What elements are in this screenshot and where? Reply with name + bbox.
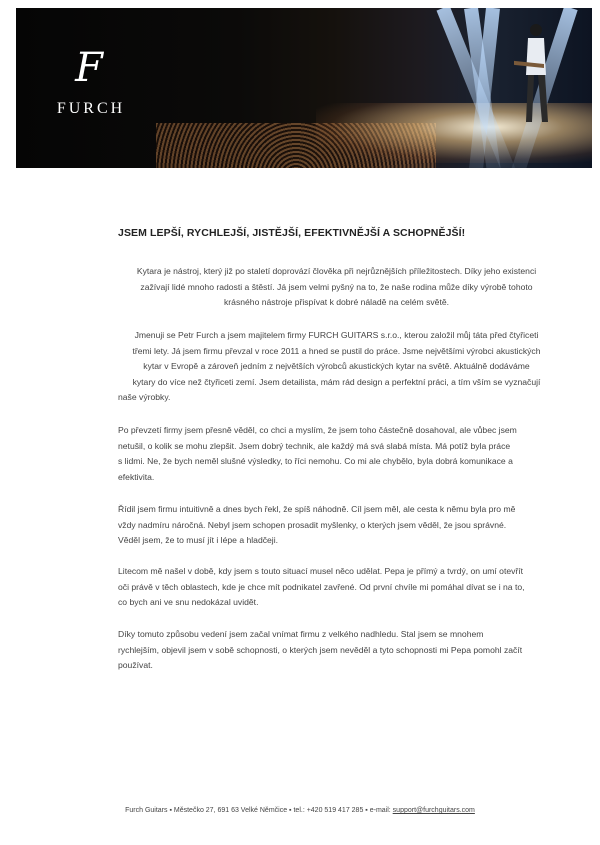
text-line: s lidmi. Ne, že bych neměl slušné výsledky, to říci nemohu. Co mi ale chybělo, byla dobrá komunikace a (118, 456, 513, 466)
text-line: Po převzetí firmy jsem přesně věděl, co chci a myslím, že jsem toho částečně dosahoval, ale vůbec jsem (118, 425, 517, 435)
paragraph-litecom (118, 564, 555, 611)
furch-logo-text: FURCH (56, 100, 126, 117)
text-line: co bych ani ve snu nedokázal uvidět. (118, 597, 259, 607)
text-line: používat. (118, 660, 153, 670)
text-line: třemi lety. Já jsem firmu převzal v roce 2011 a hned se pustil do práce. Jsme největšími výrobci akustických (132, 345, 541, 356)
text-line: krásného nástroje přispívat k dobré náladě na celém světě. (224, 297, 449, 307)
paragraph-about (118, 328, 555, 406)
support-email-link[interactable]: support@furchguitars.com (392, 807, 475, 814)
guitarist-silhouette (514, 20, 554, 125)
footer-address: Furch Guitars ▪ Městečko 27, 691 63 Velké Němčice ▪ tel.: +420 519 417 285 ▪ e-mail: (125, 807, 393, 814)
text-line: Věděl jsem, že to musí jít i lépe a hladčeji. (118, 535, 279, 545)
text-line: Kytara je nástroj, který již po staletí doprovází člověka při nejrůznějších příležitostech. Díky jeho existenci (136, 266, 537, 276)
paragraph-takeover (118, 423, 555, 485)
page-title: JSEM LEPŠÍ, RYCHLEJŠÍ, JISTĚJŠÍ, EFEKTIVNĚJŠÍ A SCHOPNĚJŠÍ! (118, 227, 466, 239)
text-line: Řídil jsem firmu intuitivně a dnes bych řekl, že spíš náhodně. Cíl jsem měl, ale cesta k němu byla pro mě (118, 504, 516, 514)
text-line: Díky tomuto způsobu vedení jsem začal vnímat firmu z velkého nadhledu. Stal jsem se mnohem (118, 629, 484, 639)
text-line: naše výrobky. (118, 392, 171, 402)
text-line: efektivita. (118, 471, 155, 482)
text-line: Litecom mě našel v době, kdy jsem s touto situací musel něco udělat. Pepa je přímý a tvrdý, on umí otevřít (118, 566, 524, 576)
text-line: zažívají lidé mnoho radosti a štěstí. Já jsem velmi pyšný na to, že naše rodina může díky výrobě tohoto (140, 281, 533, 292)
text-line: netušil, o kolik se mohu zlepšit. Jsem dobrý technik, ale každý má svá slabá místa. Má potíž byla práce (118, 440, 511, 451)
footer-contact (0, 807, 600, 814)
text-line: vždy nadmíru náročná. Nebyl jsem schopen prosadit myšlenky, o kterých jsem věděl, že jsou správné. (118, 519, 507, 530)
header-banner (16, 8, 592, 168)
text-line: kytar v Evropě a zároveň jedním z největších výrobců akustických kytar na světě. Aktuálně dodáváme (143, 361, 530, 371)
paragraph-result (118, 627, 555, 674)
furch-logo-mark: F (75, 45, 103, 91)
text-line: oči právě v těch oblastech, kde je chce mít podnikatel zavřené. Od první chvíle mi pomáhal dívat se i na to, (118, 581, 525, 592)
paragraph-intro (118, 264, 555, 311)
text-line: rychlejším, objevil jsem v sobě schopnosti, o kterých jsem nevěděl a tyto schopnosti mi Pepa pomohl začít (118, 644, 523, 655)
text-line: kytary do více než čtyřiceti zemí. Jsem detailista, mám rád design a perfektní práci, a tím vším se vyznačují (132, 376, 541, 387)
text-line: Jmenuji se Petr Furch a jsem majitelem firmy FURCH GUITARS s.r.o., kterou založil můj táta před čtyřiceti (134, 330, 539, 340)
paragraph-intuition (118, 502, 555, 549)
